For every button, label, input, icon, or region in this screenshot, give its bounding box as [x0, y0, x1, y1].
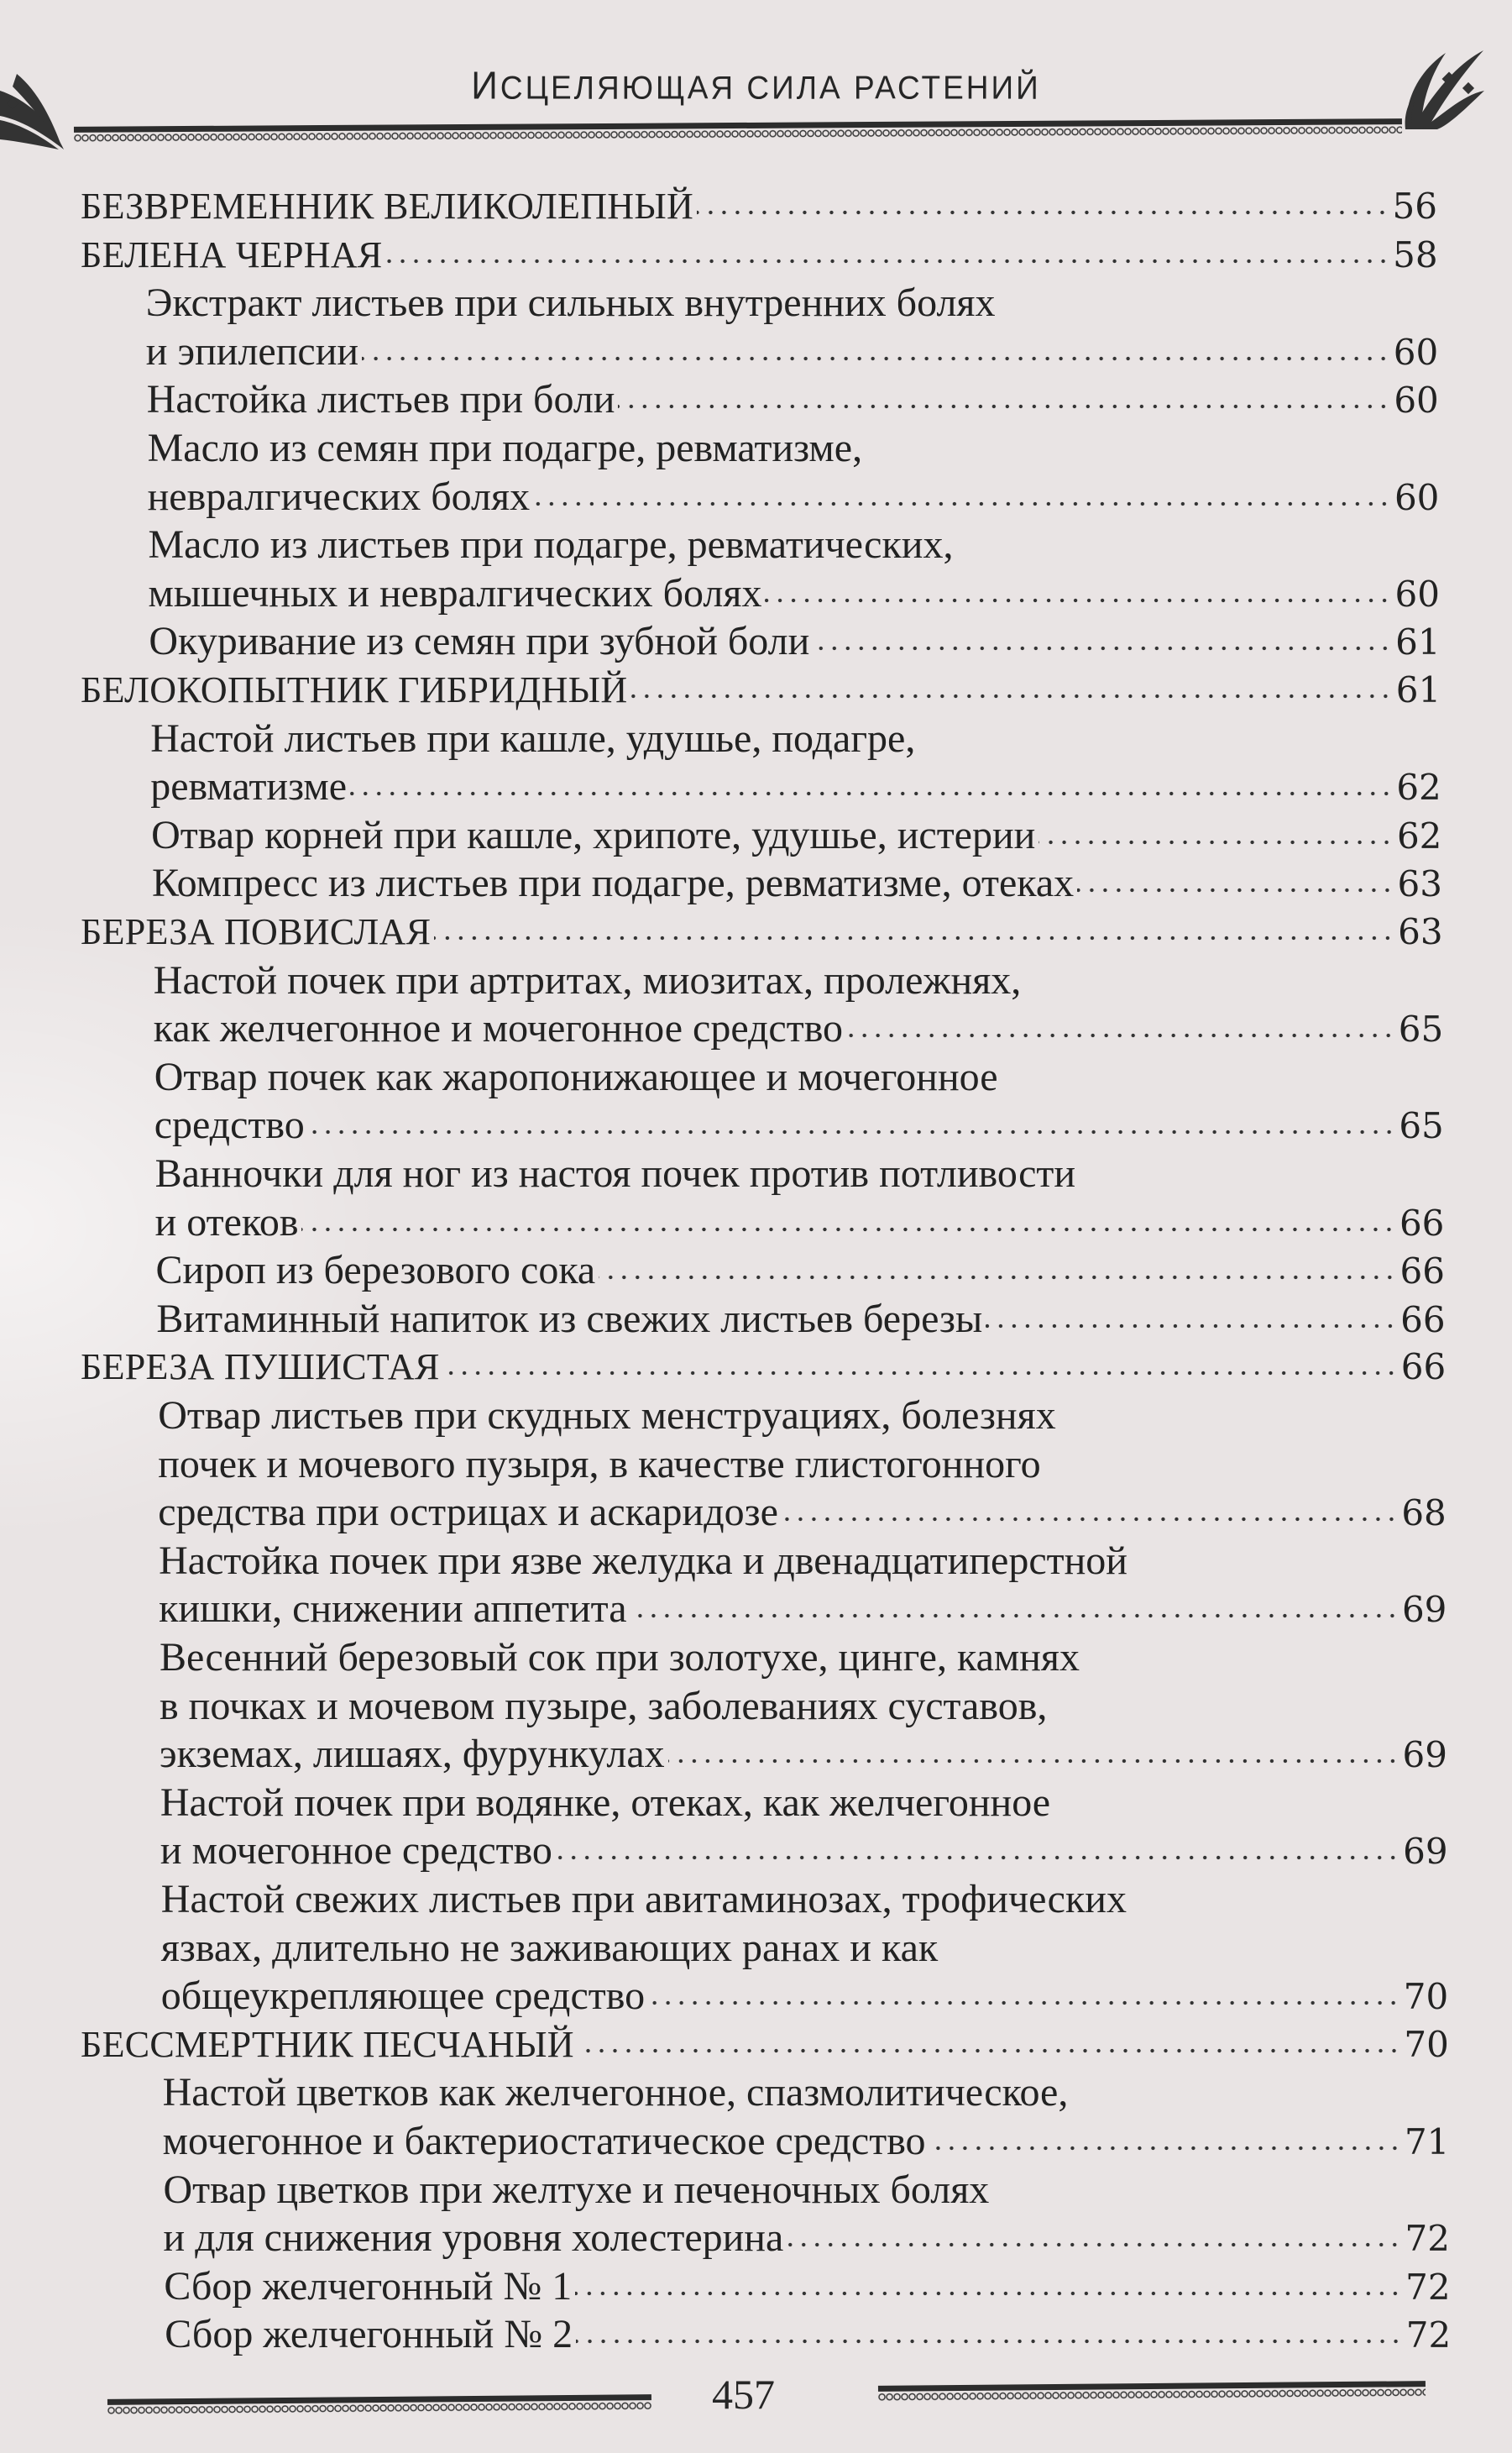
dot-leader — [533, 500, 1391, 508]
toc-entry-text: в почках и мочевом пузыре, заболеваниях суставов, — [160, 1683, 1048, 1728]
toc-subentry[interactable] — [165, 2311, 1451, 2359]
toc-page-number: 60 — [1394, 476, 1440, 518]
dot-leader — [929, 2144, 1401, 2152]
toc-subentry[interactable] — [164, 2215, 1451, 2262]
toc-subentry[interactable] — [156, 1247, 1446, 1295]
toc-entry-text: почек и мочевого пузыря, в качестве глистогонного — [158, 1441, 1041, 1486]
leaf-ornament-icon — [1404, 49, 1488, 131]
toc-entry-text: БЕЛЕНА ЧЕРНАЯ — [81, 233, 383, 275]
dot-leader — [443, 1369, 1398, 1377]
toc-subentry[interactable] — [149, 618, 1440, 666]
toc-subentry[interactable] — [155, 1199, 1445, 1247]
toc-subentry[interactable] — [160, 1634, 1447, 1681]
dot-leader — [986, 1322, 1397, 1330]
toc-entry-text: Компресс из листьев при подагре, ревматизме, отеках — [152, 861, 1075, 906]
toc-page-number: 66 — [1399, 1202, 1445, 1244]
toc-subentry[interactable] — [158, 1441, 1447, 1488]
toc-entry-text: средства при острицах и аскаридозе — [158, 1490, 778, 1535]
toc-subentry[interactable] — [159, 1586, 1447, 1633]
toc-entry-text: мочегонное и бактериостатическое средство — [162, 2119, 926, 2163]
toc-page-number: 69 — [1403, 1831, 1448, 1873]
toc-subentry[interactable] — [161, 1876, 1448, 1923]
toc-entry-text: БЕЗВРЕМЕННИК ВЕЛИКОЛЕПНЫЙ — [81, 186, 694, 227]
toc-page-number: 65 — [1398, 1009, 1444, 1051]
toc-entry-text: Окуривание из семян при зубной боли — [149, 619, 810, 664]
toc-entry-text: и для снижения уровня холестерина — [163, 2215, 784, 2261]
toc-entry-text: кишки, снижении аппетита — [159, 1586, 627, 1632]
toc-entry-text: Масло из листьев при подагре, ревматических, — [148, 522, 954, 568]
toc-page-number: 68 — [1401, 1492, 1447, 1534]
dot-leader — [434, 934, 1394, 942]
toc-page-number: 69 — [1402, 1734, 1447, 1776]
toc-entry-text: Масло из семян при подагре, ревматизме, — [147, 426, 863, 470]
toc-page-number: 60 — [1394, 380, 1439, 422]
toc-page-number: 71 — [1404, 2121, 1450, 2162]
dot-leader — [630, 692, 1392, 700]
running-header — [0, 0, 1512, 168]
toc-entry-text: Сбор желчегонный № 1 — [164, 2263, 573, 2309]
toc-page-number: 60 — [1394, 573, 1440, 615]
toc-page-number: 61 — [1395, 669, 1441, 710]
toc-entry-text: Отвар листьев при скудных менструациях, болезнях — [158, 1393, 1056, 1438]
toc-entry-text: Отвар корней при кашле, хрипоте, удушье, истерии — [151, 812, 1036, 857]
toc-heading-entry[interactable] — [81, 1344, 1446, 1391]
toc-subentry[interactable] — [154, 957, 1443, 1004]
toc-subentry[interactable] — [149, 570, 1441, 618]
toc-entry-text: Настой почек при артритах, миозитах, пролежнях, — [153, 957, 1022, 1003]
toc-entry-text: Сироп из березового сока — [155, 1248, 596, 1293]
toc-subentry[interactable] — [147, 376, 1439, 424]
toc-page-number: 62 — [1396, 767, 1441, 809]
toc-page-number: 72 — [1405, 2266, 1451, 2308]
toc-heading-entry[interactable] — [81, 232, 1438, 279]
dot-leader — [668, 1757, 1400, 1765]
toc-entry-text: Витаминный напиток из свежих листьев березы — [156, 1296, 983, 1341]
toc-page-number: 56 — [1392, 186, 1437, 227]
toc-subentry[interactable] — [150, 715, 1441, 763]
toc-entry-text: Настой цветков как желчегонное, спазмолитическое, — [162, 2070, 1069, 2115]
toc-subentry[interactable] — [158, 1392, 1447, 1439]
toc-subentry[interactable] — [164, 2263, 1450, 2311]
toc-entry-text: общеукрепляющее средство — [160, 1973, 646, 2019]
page-number: 457 — [712, 2371, 775, 2418]
running-header-title: ИСЦЕЛЯЮЩАЯ СИЛА РАСТЕНИЙ — [471, 64, 1041, 108]
toc-subentry[interactable] — [150, 763, 1441, 811]
toc-subentry[interactable] — [161, 1973, 1448, 2021]
dot-leader — [787, 2241, 1401, 2249]
toc-entry-text: ревматизме — [150, 764, 348, 810]
toc-page-number: 63 — [1398, 911, 1443, 952]
toc-subentry[interactable] — [161, 1925, 1448, 1972]
toc-page-number: 58 — [1393, 233, 1438, 275]
toc-page-number: 66 — [1400, 1250, 1445, 1292]
toc-subentry[interactable] — [164, 2167, 1451, 2214]
toc-page-number: 69 — [1401, 1589, 1447, 1631]
toc-entry-text: Настойка листьев при боли — [146, 377, 615, 422]
toc-entry-text: Весенний березовый сок при золотухе, цинге, камнях — [160, 1635, 1080, 1680]
dot-leader — [308, 1128, 1396, 1136]
dot-leader — [578, 2047, 1401, 2055]
dot-leader — [630, 1612, 1399, 1620]
toc-entry-text: язвах, длительно не заживающих ранах и как — [160, 1925, 939, 1970]
toc-entry-text: и мочегонное средство — [160, 1828, 552, 1874]
toc-subentry[interactable] — [158, 1489, 1447, 1537]
toc-page-number: 66 — [1400, 1298, 1446, 1340]
toc-entry-text: БЕЛОКОПЫТНИК ГИБРИДНЫЙ — [81, 669, 628, 710]
toc-subentry[interactable] — [154, 1005, 1443, 1053]
toc-subentry[interactable] — [151, 812, 1441, 860]
toc-entry-text: БЕРЕЗА ПУШИСТАЯ — [81, 1346, 440, 1388]
dot-leader — [576, 2337, 1403, 2346]
header-rule — [74, 118, 1402, 142]
dot-leader — [1077, 886, 1394, 894]
toc-page-number: 63 — [1397, 863, 1442, 905]
dot-leader — [846, 1031, 1395, 1040]
dot-leader — [648, 1999, 1400, 2007]
toc-entry-text: Ванночки для ног из настоя почек против потливости — [154, 1151, 1076, 1196]
toc-page-number: 60 — [1393, 331, 1439, 373]
toc-heading-entry[interactable] — [81, 183, 1437, 230]
toc-page-number: 65 — [1399, 1105, 1444, 1147]
toc-subentry[interactable] — [149, 522, 1441, 569]
dot-leader — [556, 1853, 1400, 1862]
toc-entry-text: Настой свежих листьев при авитаминозах, трофических — [160, 1877, 1127, 1921]
toc-entry-text: мышечных и невралгических болях — [148, 570, 762, 616]
toc-subentry[interactable] — [156, 1296, 1445, 1344]
dot-leader — [1039, 838, 1394, 846]
dot-leader — [386, 257, 1390, 265]
toc-entry-text: Настой почек при водянке, отеках, как желчегонное — [160, 1779, 1051, 1825]
toc-subentry[interactable] — [146, 280, 1438, 327]
toc-entry-text: Отвар почек как жаропонижающее и мочегонное — [154, 1054, 998, 1099]
toc-subentry[interactable] — [163, 2118, 1450, 2166]
toc-page-number: 72 — [1405, 2314, 1452, 2356]
toc-subentry[interactable] — [160, 1731, 1447, 1779]
toc-subentry[interactable] — [154, 1102, 1444, 1150]
toc-subentry[interactable] — [146, 328, 1438, 376]
toc-page-number: 70 — [1403, 1976, 1449, 2018]
dot-leader — [350, 789, 1393, 798]
toc-heading-entry[interactable] — [81, 667, 1441, 714]
toc-subentry[interactable] — [160, 1827, 1448, 1875]
toc-subentry[interactable] — [163, 2069, 1450, 2116]
toc-subentry[interactable] — [160, 1779, 1448, 1827]
toc-entry-text: невралгических болях — [147, 474, 531, 519]
dot-leader — [362, 354, 1390, 363]
dot-leader — [575, 2289, 1402, 2298]
toc-subentry[interactable] — [160, 1683, 1447, 1730]
toc-page-number: 70 — [1404, 2023, 1449, 2065]
toc-entry-text: как желчегонное и мочегонное средство — [153, 1006, 844, 1051]
dot-leader — [599, 1273, 1396, 1282]
toc-subentry[interactable] — [154, 1054, 1444, 1101]
toc-entry-text: средство — [154, 1103, 305, 1148]
toc-subentry[interactable] — [148, 474, 1440, 522]
toc-page-number: 61 — [1395, 621, 1441, 663]
toc-entry-text: Сбор желчегонный № 2 — [165, 2312, 573, 2357]
toc-entry-text: Настойка почек при язве желудка и двенадцатиперстной — [159, 1538, 1127, 1583]
toc-entry-text: и отеков — [154, 1199, 299, 1245]
toc-entry-text: Отвар цветков при желтухе и печеночных болях — [163, 2167, 990, 2212]
toc-subentry[interactable] — [152, 860, 1442, 908]
toc-heading-entry[interactable] — [81, 909, 1443, 956]
toc-entry-text: БЕРЕЗА ПОВИСЛАЯ — [81, 911, 432, 952]
toc-entry-text: БЕССМЕРТНИК ПЕСЧАНЫЙ — [81, 2023, 574, 2065]
dot-leader — [813, 644, 1392, 653]
toc-entry-text: Настой листьев при кашле, удушье, подагре, — [150, 715, 916, 761]
toc-subentry[interactable] — [155, 1150, 1445, 1198]
toc-entry-text: экземах, лишаях, фурункулах — [160, 1732, 665, 1777]
toc-heading-entry[interactable] — [81, 2021, 1449, 2068]
toc-subentry[interactable] — [148, 425, 1440, 472]
toc-page-number: 66 — [1400, 1346, 1447, 1388]
toc-entry-text: и эпилепсии — [145, 328, 359, 374]
footer-rule-left — [107, 2394, 651, 2414]
toc-page-number: 62 — [1396, 815, 1442, 857]
dot-leader — [765, 596, 1391, 605]
footer-rule-right — [878, 2381, 1426, 2401]
toc-subentry[interactable] — [159, 1538, 1447, 1585]
toc-entry-text: Экстракт листьев при сильных внутренних болях — [145, 280, 996, 326]
dot-leader — [697, 208, 1389, 217]
dot-leader — [301, 1225, 1395, 1234]
dot-leader — [782, 1515, 1398, 1523]
dot-leader — [618, 402, 1390, 411]
toc-page-number: 72 — [1405, 2218, 1450, 2260]
